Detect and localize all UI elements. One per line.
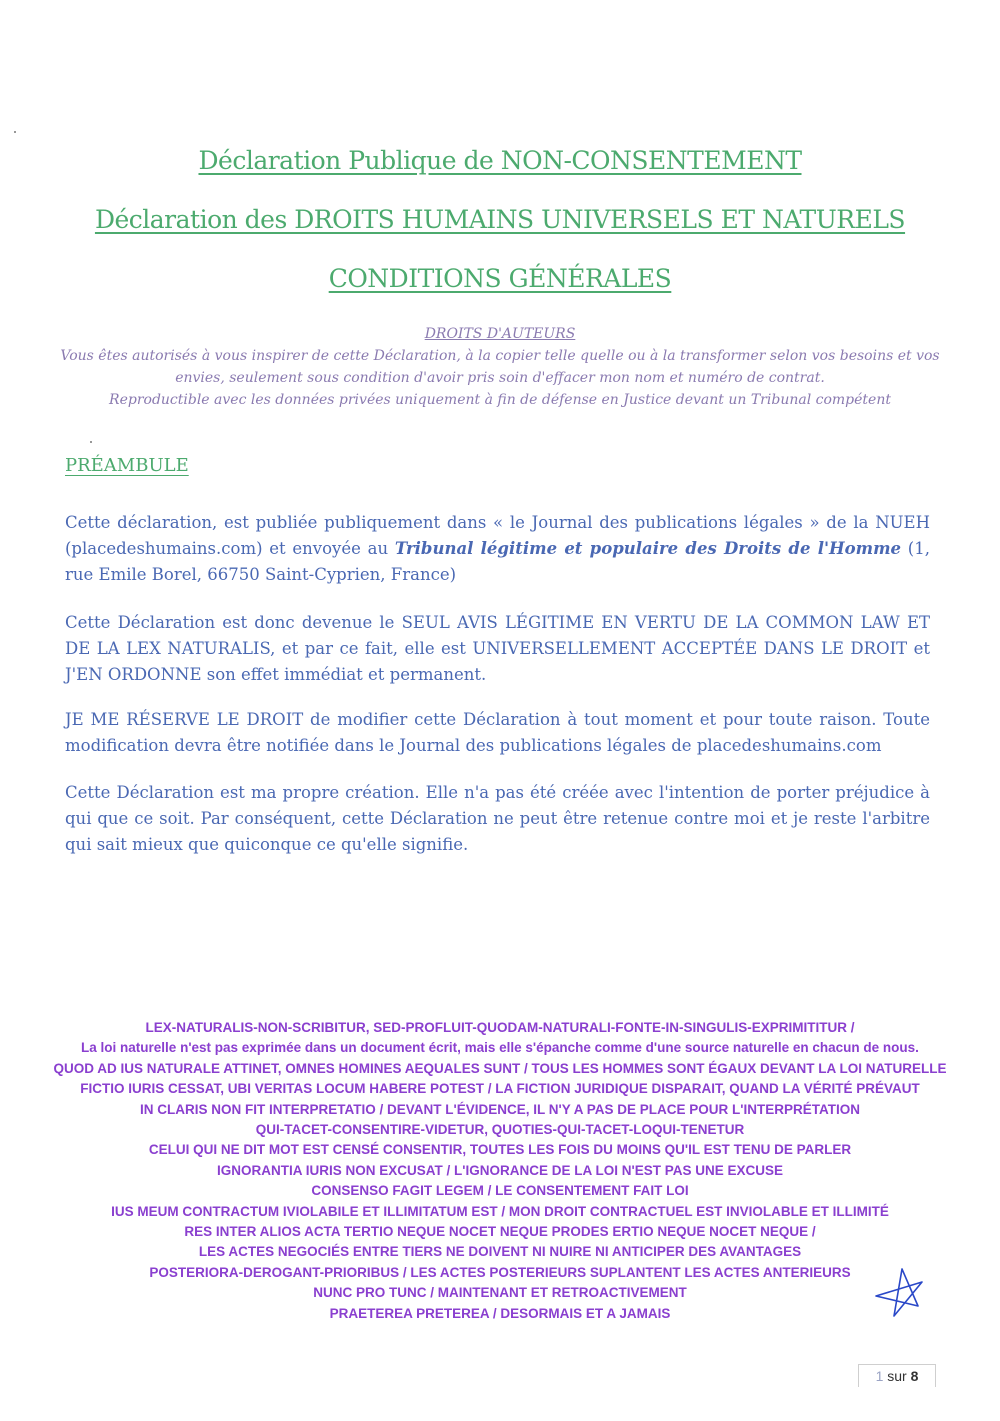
paragraph-3-text: JE ME RÉSERVE LE DROIT de modifier cette Déclaration à tout moment et pour toute raison. Toute modification devra être notifiée dans le Journal des publications légales de placedeshumains.com — [65, 710, 930, 755]
maxim-line: POSTERIORA-DEROGANT-PRIORIBUS / LES ACTES POSTERIEURS SUPLANTENT LES ACTES ANTERIEURS — [149, 1264, 851, 1280]
maxim-line: LES ACTES NEGOCIÉS ENTRE TIERS NE DOIVENT NI NUIRE NI ANTICIPER DES AVANTAGES — [198, 1244, 802, 1260]
maxim-line: CELUI QUI NE DIT MOT EST CENSÉ CONSENTIR, TOUTES LES FOIS DU MOINS QU'IL EST TENU DE PARLER — [148, 1142, 852, 1158]
title-line-1: Déclaration Publique de NON-CONSENTEMENT — [198, 146, 802, 175]
maxim-line: CONSENSO FAGIT LEGEM / LE CONSENTEMENT FAIT LOI — [311, 1183, 689, 1199]
maxim-line: QUI-TACET-CONSENTIRE-VIDETUR, QUOTIES-QUI-TACET-LOQUI-TENETUR — [255, 1122, 745, 1138]
page-total: 8 — [910, 1368, 919, 1384]
preamble-paragraph-2 — [65, 610, 930, 688]
title-line-2: Déclaration des DROITS HUMAINS UNIVERSELS ET NATURELS — [94, 205, 906, 234]
page-current: 1 — [875, 1368, 884, 1384]
copyright-notice — [40, 323, 960, 411]
document-title-block — [0, 146, 1000, 323]
paragraph-1-text-a: Cette déclaration, est publiée publiquement dans « le Journal des publications légales » de la NUEH (placedeshumains.com) et envoyée au — [65, 513, 930, 558]
maxim-line: PRAETEREA PRETEREA / DESORMAIS ET A JAMAIS — [329, 1305, 671, 1321]
maxim-line: LEX-NATURALIS-NON-SCRIBITUR, SED-PROFLUIT-QUODAM-NATURALI-FONTE-IN-SINGULIS-EXPRIMITITUR / — [145, 1020, 855, 1035]
scan-speck — [90, 441, 92, 443]
scan-speck — [14, 131, 16, 133]
paragraph-4-text: Cette Déclaration est ma propre création. Elle n'a pas été créée avec l'intention de porter préjudice à qui que ce soit. Par conséquent, cette Déclaration ne peut être retenue contre moi et je reste l'arbitre qui sait mieux que quiconque ce qu'elle signifie. — [65, 783, 930, 854]
signature-star-icon — [872, 1266, 928, 1322]
copyright-heading: DROITS D'AUTEURS — [424, 326, 576, 342]
preamble-paragraph-4 — [65, 780, 930, 858]
copyright-line-1: Vous êtes autorisés à vous inspirer de cette Déclaration, à la copier telle quelle ou à la transformer selon vos besoins et vos — [60, 348, 940, 364]
maxim-line: La loi naturelle n'est pas exprimée dans un document écrit, mais elle s'épanche comme d'une source naturelle en chacun de nous. — [81, 1040, 919, 1056]
preamble-paragraph-1 — [65, 510, 930, 588]
page-separator: sur — [887, 1368, 907, 1384]
maxim-line: RES INTER ALIOS ACTA TERTIO NEQUE NOCET NEQUE PRODES ERTIO NEQUE NOCET NEQUE / — [184, 1224, 816, 1240]
maxim-line: NUNC PRO TUNC / MAINTENANT ET RETROACTIVEMENT — [313, 1285, 687, 1301]
maxim-line: IN CLARIS NON FIT INTERPRETATIO / DEVANT L'ÉVIDENCE, IL N'Y A PAS DE PLACE POUR L'INTERPRÉTATION — [140, 1101, 860, 1117]
copyright-line-2: envies, seulement sous condition d'avoir pris soin d'effacer mon nom et numéro de contrat. — [175, 370, 825, 386]
preamble-paragraph-3 — [65, 707, 930, 759]
paragraph-1-text-b: (1, rue Emile Borel, 66750 Saint-Cyprien, France) — [65, 539, 930, 584]
paragraph-2-text: Cette Déclaration est donc devenue le SEUL AVIS LÉGITIME EN VERTU DE LA COMMON LAW ET DE LA LEX NATURALIS, et par ce fait, elle est UNIVERSELLEMENT ACCEPTÉE DANS LE DROIT et J'EN ORDONNE son effet immédiat et permanent. — [65, 613, 930, 684]
preamble-heading: PRÉAMBULE — [65, 455, 189, 476]
maxim-line: IGNORANTIA IURIS NON EXCUSAT / L'IGNORANCE DE LA LOI N'EST PAS UNE EXCUSE — [217, 1162, 783, 1178]
maxim-line: FICTIO IURIS CESSAT, UBI VERITAS LOCUM HABERE POTEST / LA FICTION JURIDIQUE DISPARAIT, QUAND LA VÉRITÉ PRÉVAUT — [80, 1081, 920, 1097]
maxim-line: QUOD AD IUS NATURALE ATTINET, OMNES HOMINES AEQUALES SUNT / TOUS LES HOMMES SONT ÉGAUX DEVANT LA LOI NATURELLE — [53, 1060, 947, 1076]
page-indicator — [858, 1364, 936, 1387]
tribunal-name: Tribunal légitime et populaire des Droits de l'Homme — [394, 539, 902, 558]
latin-maxims — [50, 1018, 950, 1324]
title-line-3: CONDITIONS GÉNÉRALES — [328, 264, 672, 293]
copyright-line-3: Reproductible avec les données privées uniquement à fin de défense en Justice devant un Tribunal compétent — [109, 392, 891, 408]
maxim-line: IUS MEUM CONTRACTUM IVIOLABILE ET ILLIMITATUM EST / MON DROIT CONTRACTUEL EST INVIOLABLE ET ILLIMITÉ — [111, 1203, 889, 1219]
